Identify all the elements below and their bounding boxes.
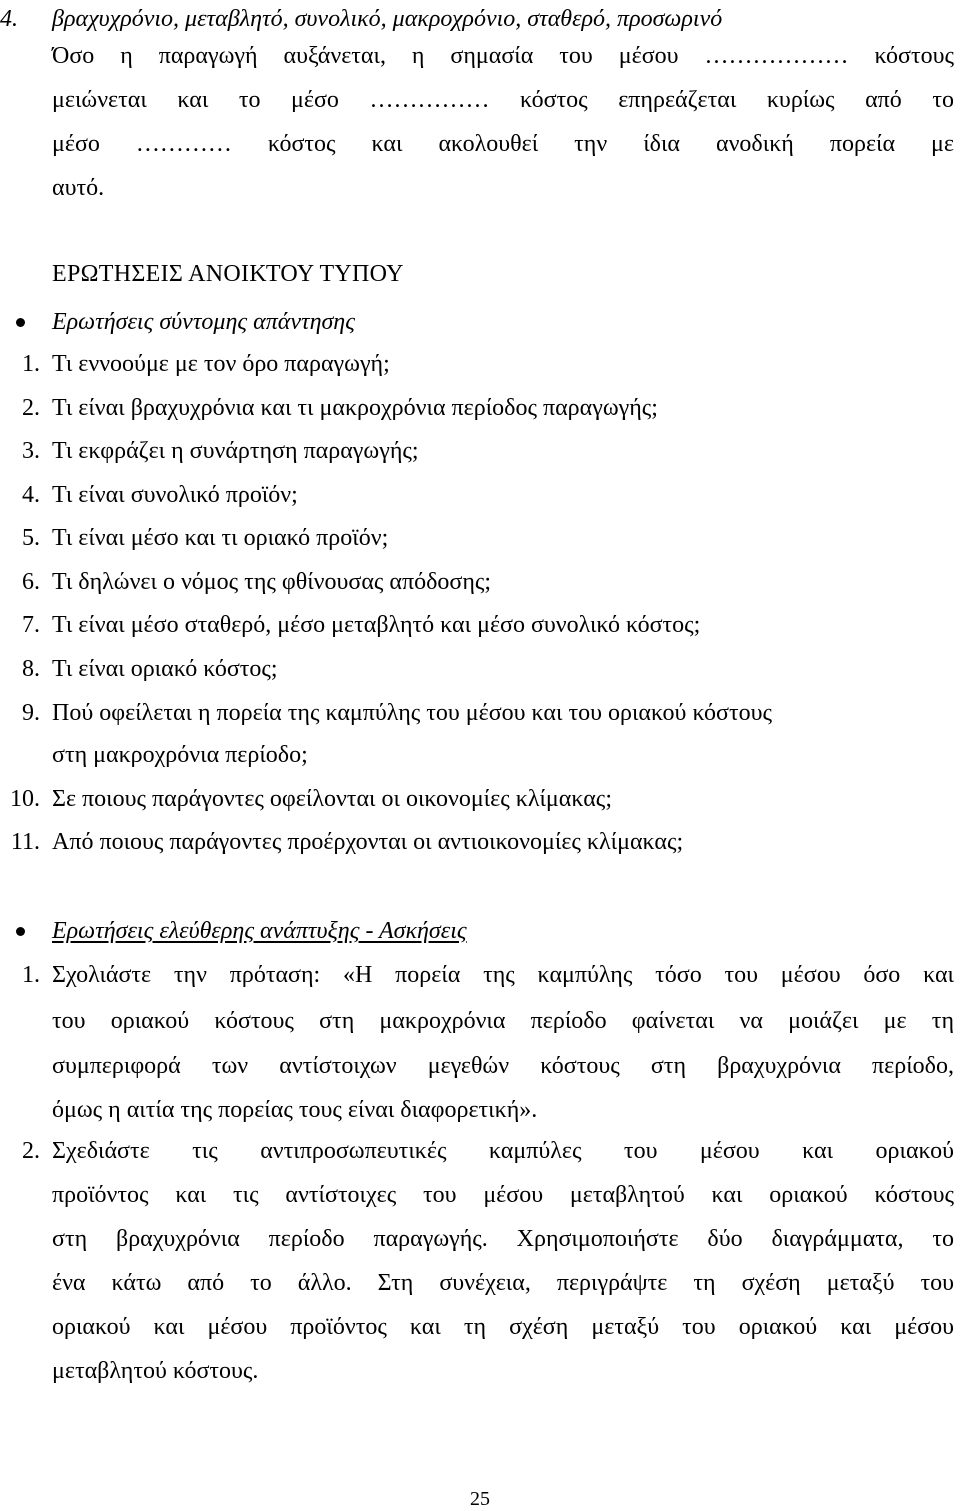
question-number: 5.	[22, 525, 40, 551]
question-text: Τι εννοούμε με τον όρο παραγωγή;	[52, 351, 390, 377]
question-text: Τι δηλώνει ο νόμος της φθίνουσας απόδοσης;	[52, 569, 492, 595]
question-number: 1.	[22, 351, 40, 377]
question-number: 6.	[22, 569, 40, 595]
exercise-line: του οριακού κόστους στη μακροχρόνια περίοδο φαίνεται να μοιάζει με τη	[52, 1008, 954, 1034]
question-text: Από ποιους παράγοντες προέρχονται οι αντιοικονομίες κλίμακας;	[52, 829, 684, 855]
question-number: 8.	[22, 656, 40, 682]
exercise-number: 1.	[22, 962, 40, 988]
question-number: 2.	[22, 395, 40, 421]
section-heading: ΕΡΩΤΗΣΕΙΣ ΑΝΟΙΚΤΟΥ ΤΥΠΟΥ	[52, 261, 404, 287]
question-number: 7.	[22, 612, 40, 638]
question-text: Τι είναι οριακό κόστος;	[52, 656, 278, 682]
question-number: 10.	[10, 786, 40, 812]
exercise-line: ένα κάτω από το άλλο. Στη συνέχεια, περιγράψτε τη σχέση μεταξύ του	[52, 1270, 954, 1296]
paragraph-line: Όσο η παραγωγή αυξάνεται, η σημασία του μέσου ……………… κόστους	[52, 43, 954, 69]
item-4-number: 4.	[0, 6, 18, 32]
question-text: Τι είναι συνολικό προϊόν;	[52, 482, 298, 508]
question-text: Πού οφείλεται η πορεία της καμπύλης του μέσου και του οριακού κόστους	[52, 700, 772, 726]
short-answer-title: Ερωτήσεις σύντομης απάντησης	[52, 309, 355, 335]
bullet-icon	[16, 318, 25, 327]
question-number: 3.	[22, 438, 40, 464]
paragraph-line: αυτό.	[52, 175, 105, 201]
exercise-line: μεταβλητού κόστους.	[52, 1358, 259, 1384]
exercise-line: Σχεδιάστε τις αντιπροσωπευτικές καμπύλες του μέσου και οριακού	[52, 1138, 954, 1164]
page-number: 25	[470, 1488, 490, 1510]
exercise-line: οριακού και μέσου προϊόντος και τη σχέση μεταξύ του οριακού και μέσου	[52, 1314, 954, 1340]
question-text-continued: στη μακροχρόνια περίοδο;	[52, 742, 308, 768]
question-number: 4.	[22, 482, 40, 508]
exercise-line: στη βραχυχρόνια περίοδο παραγωγής. Χρησιμοποιήστε δύο διαγράμματα, το	[52, 1226, 954, 1252]
item-4-options: βραχυχρόνιο, μεταβλητό, συνολικό, μακροχρόνιο, σταθερό, προσωρινό	[52, 6, 723, 32]
question-text: Τι είναι μέσο και τι οριακό προϊόν;	[52, 525, 389, 551]
exercise-line: συμπεριφορά των αντίστοιχων μεγεθών κόστους στη βραχυχρόνια περίοδο,	[52, 1053, 954, 1079]
question-text: Τι είναι μέσο σταθερό, μέσο μεταβλητό και μέσο συνολικό κόστος;	[52, 612, 701, 638]
question-text: Τι είναι βραχυχρόνια και τι μακροχρόνια περίοδος παραγωγής;	[52, 395, 658, 421]
question-number: 9.	[22, 700, 40, 726]
exercise-number: 2.	[22, 1138, 40, 1164]
exercise-line: Σχολιάστε την πρόταση: «Η πορεία της καμπύλης τόσο του μέσου όσο και	[52, 962, 954, 988]
question-number: 11.	[10, 829, 40, 855]
exercise-line: προϊόντος και τις αντίστοιχες του μέσου μεταβλητού και οριακού κόστους	[52, 1182, 954, 1208]
question-text: Τι εκφράζει η συνάρτηση παραγωγής;	[52, 438, 419, 464]
paragraph-line: μέσο ………… κόστος και ακολουθεί την ίδια ανοδική πορεία με	[52, 131, 954, 157]
exercises-title: Ερωτήσεις ελεύθερης ανάπτυξης - Ασκήσεις	[52, 918, 467, 944]
paragraph-line: μειώνεται και το μέσο …………… κόστος επηρεάζεται κυρίως από το	[52, 87, 954, 113]
question-text: Σε ποιους παράγοντες οφείλονται οι οικονομίες κλίμακας;	[52, 786, 612, 812]
exercise-line: όμως η αιτία της πορείας τους είναι διαφορετική».	[52, 1097, 538, 1123]
bullet-icon	[16, 927, 25, 936]
